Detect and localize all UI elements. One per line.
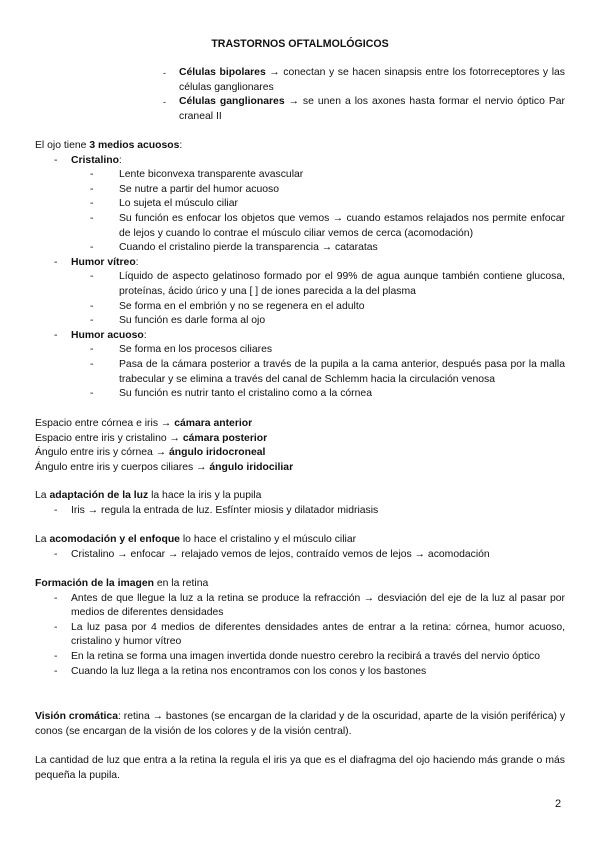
- list-item: - Cristalino → enfocar → relajado vemos de lejos, contraído vemos de lejos → acomodación: [54, 548, 490, 560]
- adaptacion-section: [35, 489, 565, 518]
- top-bullet-list: [35, 66, 565, 124]
- item-text: → se unen a los axones hasta formar el nervio óptico Par craneal II: [179, 96, 566, 122]
- list-item: - Su función es darle forma al ojo: [90, 315, 266, 327]
- list-item: [35, 66, 565, 95]
- cristalino-heading: Cristalino: [71, 154, 119, 166]
- list-item: - Cuando la luz llega a la retina nos encontramos con los conos y los bastones: [54, 665, 427, 677]
- espacio-line: Ángulo entre iris y córnea → ángulo iridocroneal: [35, 447, 266, 459]
- espacio-line: Espacio entre iris y cristalino → cámara posterior: [35, 432, 268, 444]
- adaptacion-heading: La adaptación de la luz la hace la iris y la pupila: [35, 490, 262, 501]
- list-item: - Lo sujeta el músculo ciliar: [90, 198, 238, 210]
- list-item: - Líquido de aspecto gelatinoso formado por el 99% de agua aunque también contiene glucosa, proteínas, ácido úrico y una [ ] de iones parecida a la del plasma: [90, 271, 565, 297]
- acuoso-heading: Humor acuoso: [71, 329, 144, 341]
- list-item: - La luz pasa por 4 medios de diferentes densidades antes de entrar a la retina: córnea, humor acuoso, cristalino y humor vítreo: [54, 621, 565, 648]
- term-bold: Células ganglionares: [179, 96, 285, 108]
- list-item: - Pasa de la cámara posterior a través de la pupila a la cama anterior, después pasa por la malla trabecular y se elimina a través del canal de Schlemm hacia la circulación venosa: [90, 358, 565, 385]
- vitreo-heading: Humor vítreo: [71, 256, 136, 268]
- list-item: - Humor acuoso:: [54, 329, 147, 341]
- list-item: - En la retina se forma una imagen invertida donde nuestro cerebro la recibirá a través del nervio óptico: [54, 650, 540, 662]
- list-item: - Se nutre a partir del humor acuoso: [90, 183, 279, 195]
- list-item: - Iris → regula la entrada de luz. Esfínter miosis y dilatador midriasis: [54, 504, 379, 516]
- formacion-section: [35, 577, 565, 679]
- list-item: - Humor vítreo:: [54, 256, 139, 268]
- bullet-marker: -: [163, 68, 166, 78]
- medios-intro: El ojo tiene 3 medios acuosos:: [35, 140, 183, 151]
- espacios-section: [35, 417, 565, 475]
- list-item: - Lente biconvexa transparente avascular: [90, 169, 304, 181]
- acomodacion-heading: La acomodación y el enfoque lo hace el cristalino y el músculo ciliar: [35, 534, 357, 545]
- acomodacion-section: [35, 533, 565, 562]
- list-item: - Se forma en el embrión y no se regenera en el adulto: [90, 300, 365, 312]
- item-text: → conectan y se hacen sinapsis entre los fotorreceptores y las células ganglionares: [179, 67, 565, 93]
- espacio-line: Ángulo entre iris y cuerpos ciliares → ángulo iridociliar: [35, 461, 294, 473]
- list-item: - Se forma en los procesos ciliares: [90, 344, 273, 356]
- list-item: - Antes de que llegue la luz a la retina se produce la refracción → desviación del eje de la luz al pasar por medios de diferentes densidades: [54, 592, 565, 619]
- list-item: [35, 95, 565, 124]
- bullet-marker: -: [163, 97, 166, 108]
- closing-paragraph: [35, 754, 565, 783]
- vision-section: [35, 710, 565, 739]
- list-item: - Su función es enfocar los objetos que vemos → cuando estamos relajados nos permite enfocar de lejos y cuando lo contrae el músculo ciliar vemos de cerca (acomodación): [90, 212, 565, 239]
- vision-paragraph: Visión cromática: retina → bastones (se encargan de la claridad y de la oscuridad, aparte de la visión periférica) y conos (se encargan de la visión de los colores y de la visión central).: [35, 711, 566, 737]
- list-item: - Cristalino:: [54, 154, 122, 166]
- term-bold: Células bipolares: [179, 67, 266, 78]
- page-number: 2: [555, 798, 562, 810]
- formacion-heading: Formación de la imagen en la retina: [35, 578, 209, 589]
- closing-text: La cantidad de luz que entra a la retina la regula el iris ya que es el diafragma del ojo haciendo más grande o más pequeña la pupila.: [35, 755, 565, 781]
- list-item: - Su función es nutrir tanto el cristalino como a la córnea: [90, 388, 372, 400]
- page-title: TRASTORNOS OFTALMOLÓGICOS: [211, 38, 389, 50]
- list-item: - Cuando el cristalino pierde la transparencia → cataratas: [90, 242, 378, 254]
- espacio-line: Espacio entre córnea e iris → cámara anterior: [35, 418, 253, 429]
- medios-section: [35, 139, 565, 402]
